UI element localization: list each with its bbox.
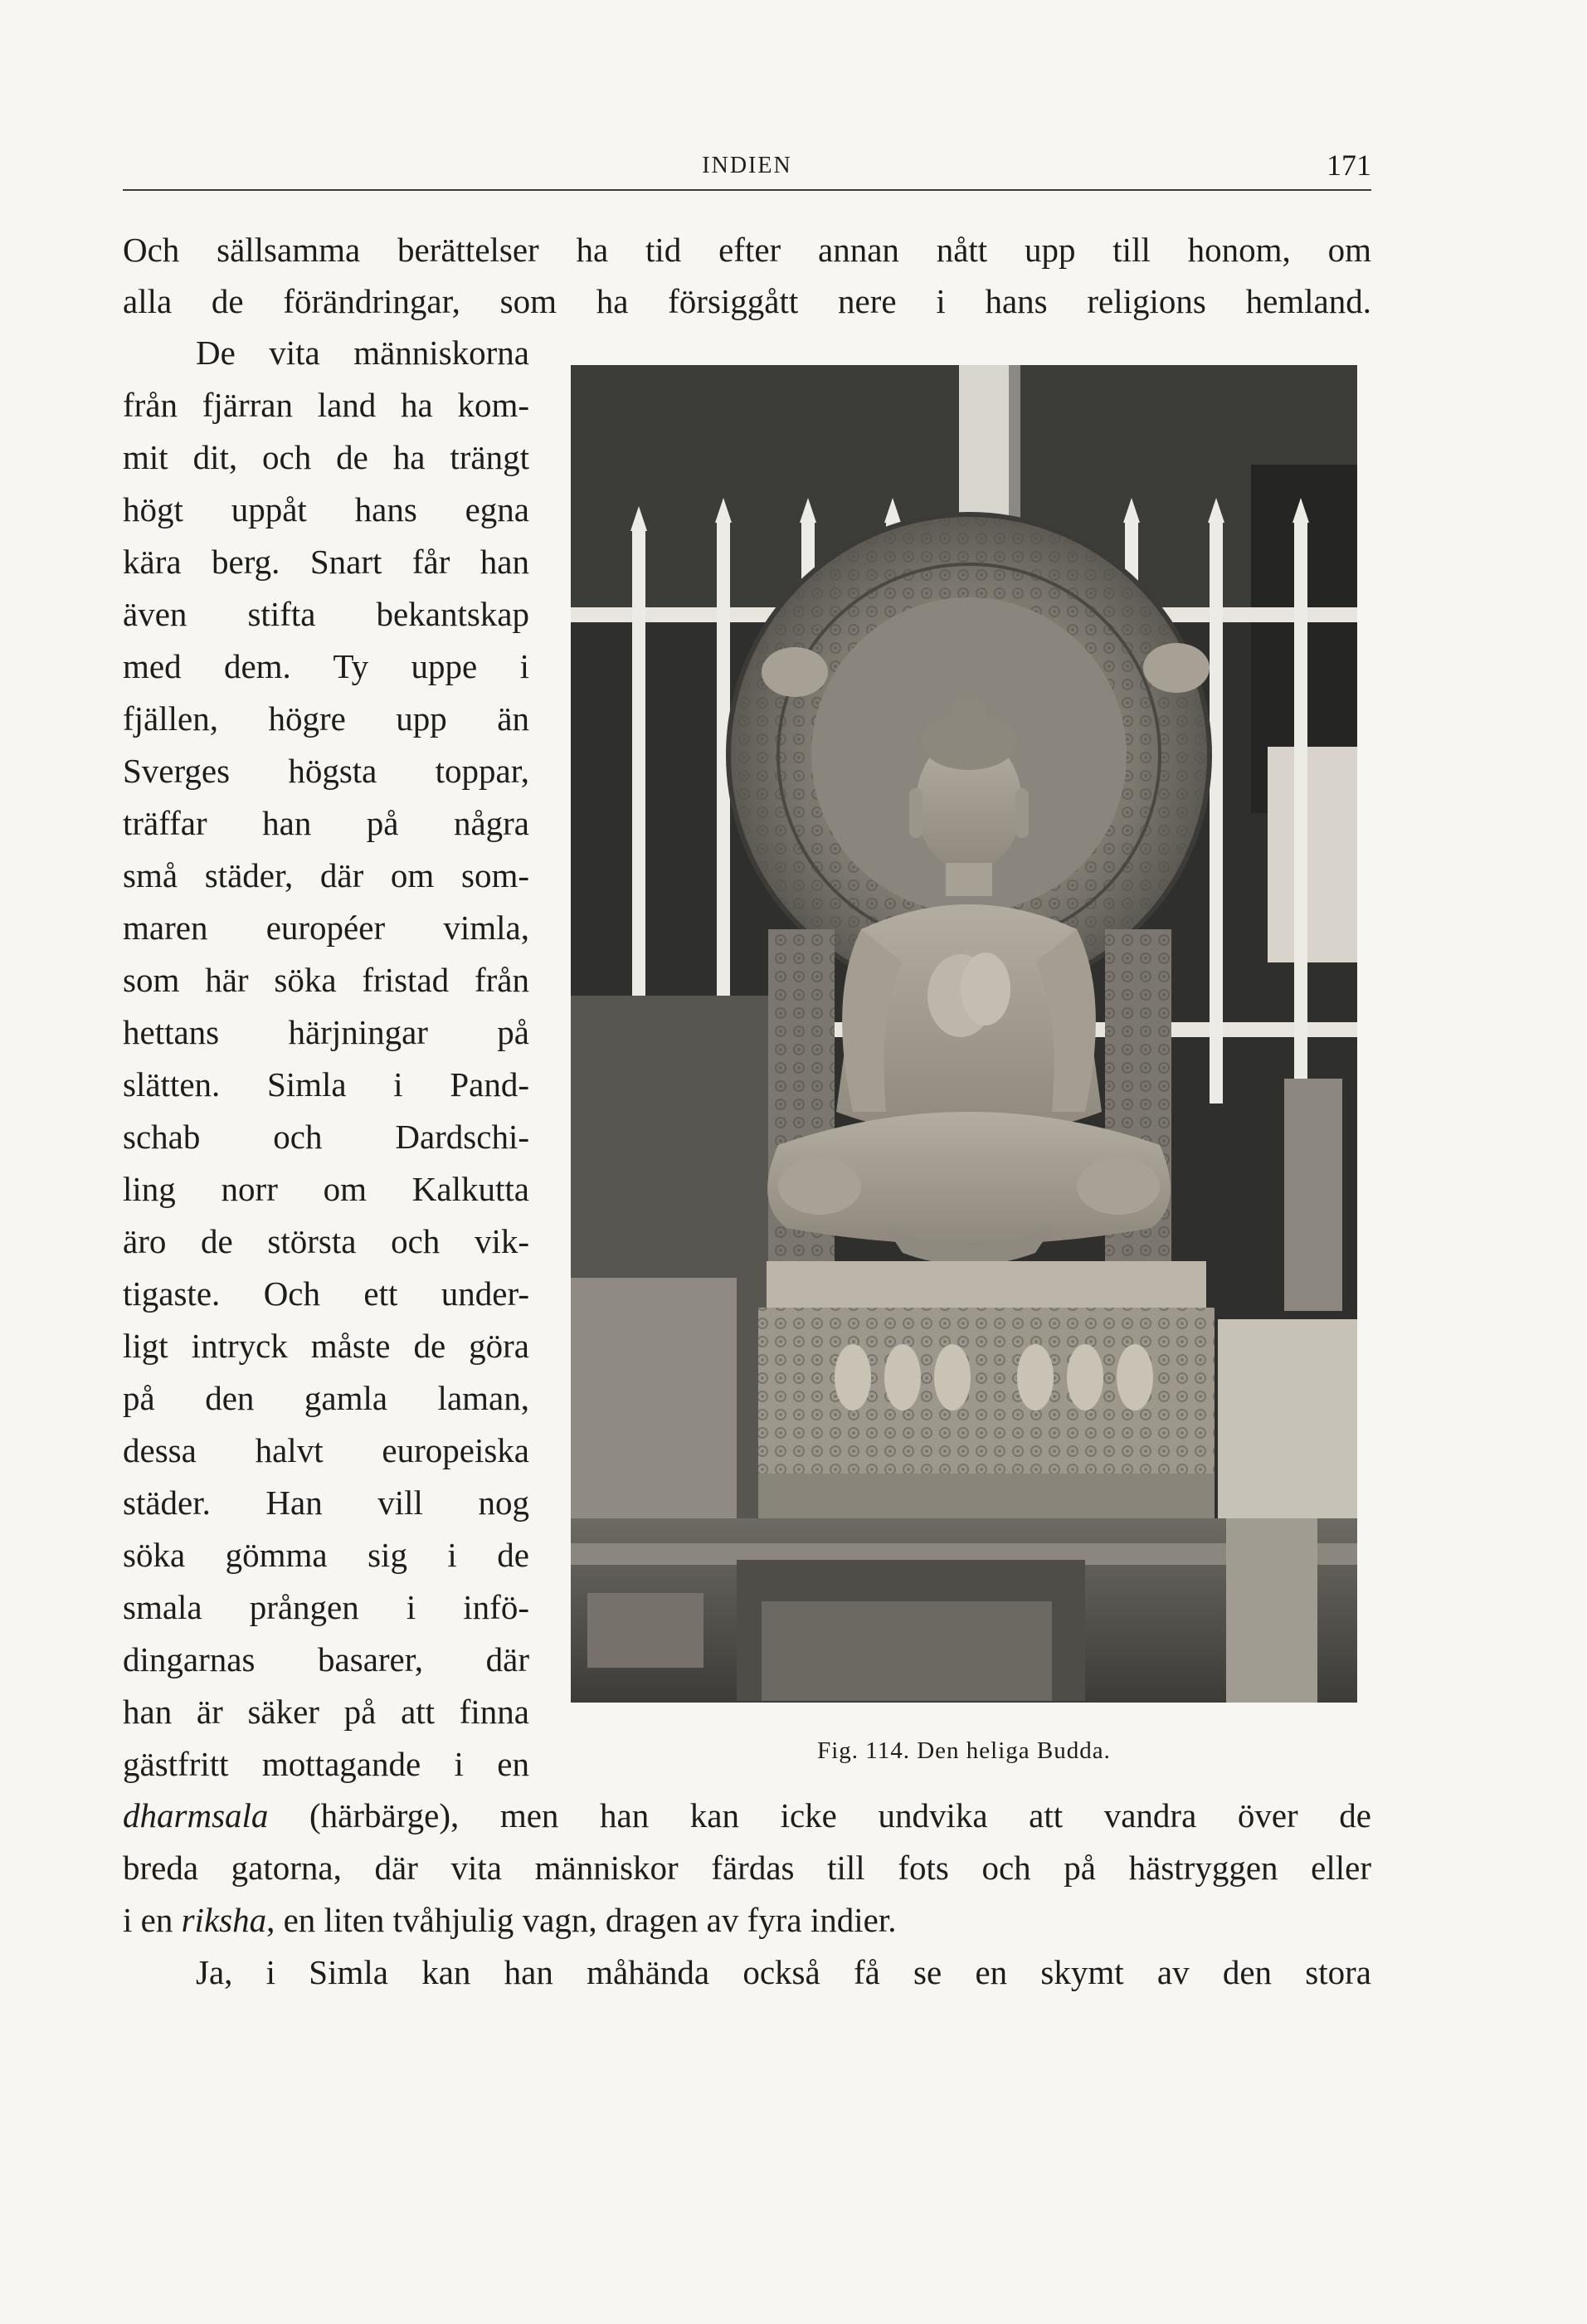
text-line: han är säker på att finna <box>123 1693 529 1731</box>
text-line: Och sällsamma berättelser ha tid efter annan nått upp till honom, om <box>123 231 1371 269</box>
text-line: fjällen, högre upp än <box>123 699 529 738</box>
text-line: äro de största och vik- <box>123 1222 529 1260</box>
running-title: INDIEN <box>702 153 792 178</box>
text-line: som här söka fristad från <box>123 961 529 999</box>
text-span: , en liten tvåhjulig vagn, dragen av fyra indier. <box>266 1901 897 1939</box>
text-line: träffar han på några <box>123 804 529 842</box>
text-line: dingarnas basarer, där <box>123 1640 529 1678</box>
text-line <box>123 1901 1371 1939</box>
text-line: schab och Dardschi- <box>123 1118 529 1156</box>
buddha-photograph <box>571 365 1357 1703</box>
text-line: ling norr om Kalkutta <box>123 1170 529 1208</box>
text-line: maren européer vimla, <box>123 909 529 947</box>
text-line: med dem. Ty uppe i <box>123 647 529 685</box>
text-line: smala prången i infö- <box>123 1588 529 1626</box>
text-line: små städer, där om som- <box>123 856 529 894</box>
buddha-statue-image <box>571 365 1357 1703</box>
page-number: 171 <box>1327 149 1371 182</box>
figure-caption: Fig. 114. Den heliga Budda. <box>817 1737 1111 1764</box>
italic-term: riksha <box>181 1901 267 1939</box>
text-line: på den gamla laman, <box>123 1379 529 1417</box>
text-line: ligt intryck måste de göra <box>123 1327 529 1365</box>
text-line: kära berg. Snart får han <box>123 543 529 581</box>
text-line: gästfritt mottagande i en <box>123 1745 529 1783</box>
text-line: från fjärran land ha kom- <box>123 386 529 424</box>
running-head <box>123 148 1371 186</box>
text-line: Sverges högsta toppar, <box>123 752 529 790</box>
text-line: söka gömma sig i de <box>123 1536 529 1574</box>
text-span: i en <box>123 1901 182 1939</box>
text-line: högt uppåt hans egna <box>123 490 529 529</box>
text-line <box>123 1796 1371 1834</box>
header-rule <box>123 189 1371 191</box>
text-line: slätten. Simla i Pand- <box>123 1065 529 1104</box>
text-line: städer. Han vill nog <box>123 1484 529 1522</box>
text-line: breda gatorna, där vita människor färdas till fots och på hästryggen eller <box>123 1849 1371 1887</box>
text-line: dessa halvt europeiska <box>123 1431 529 1469</box>
text-span: (härbärge), men han kan icke undvika att vandra över de <box>268 1796 1371 1834</box>
text-line: tigaste. Och ett under- <box>123 1274 529 1313</box>
text-line: alla de förändringar, som ha försiggått nere i hans religions hemland. <box>123 282 1371 320</box>
text-line: hettans härjningar på <box>123 1013 529 1051</box>
text-line: mit dit, och de ha trängt <box>123 438 529 476</box>
text-line: även stifta bekantskap <box>123 595 529 633</box>
italic-term: dharmsala <box>123 1796 269 1834</box>
text-line: De vita människorna <box>196 334 529 372</box>
text-line: Ja, i Simla kan han måhända också få se en skymt av den stora <box>196 1953 1371 1991</box>
